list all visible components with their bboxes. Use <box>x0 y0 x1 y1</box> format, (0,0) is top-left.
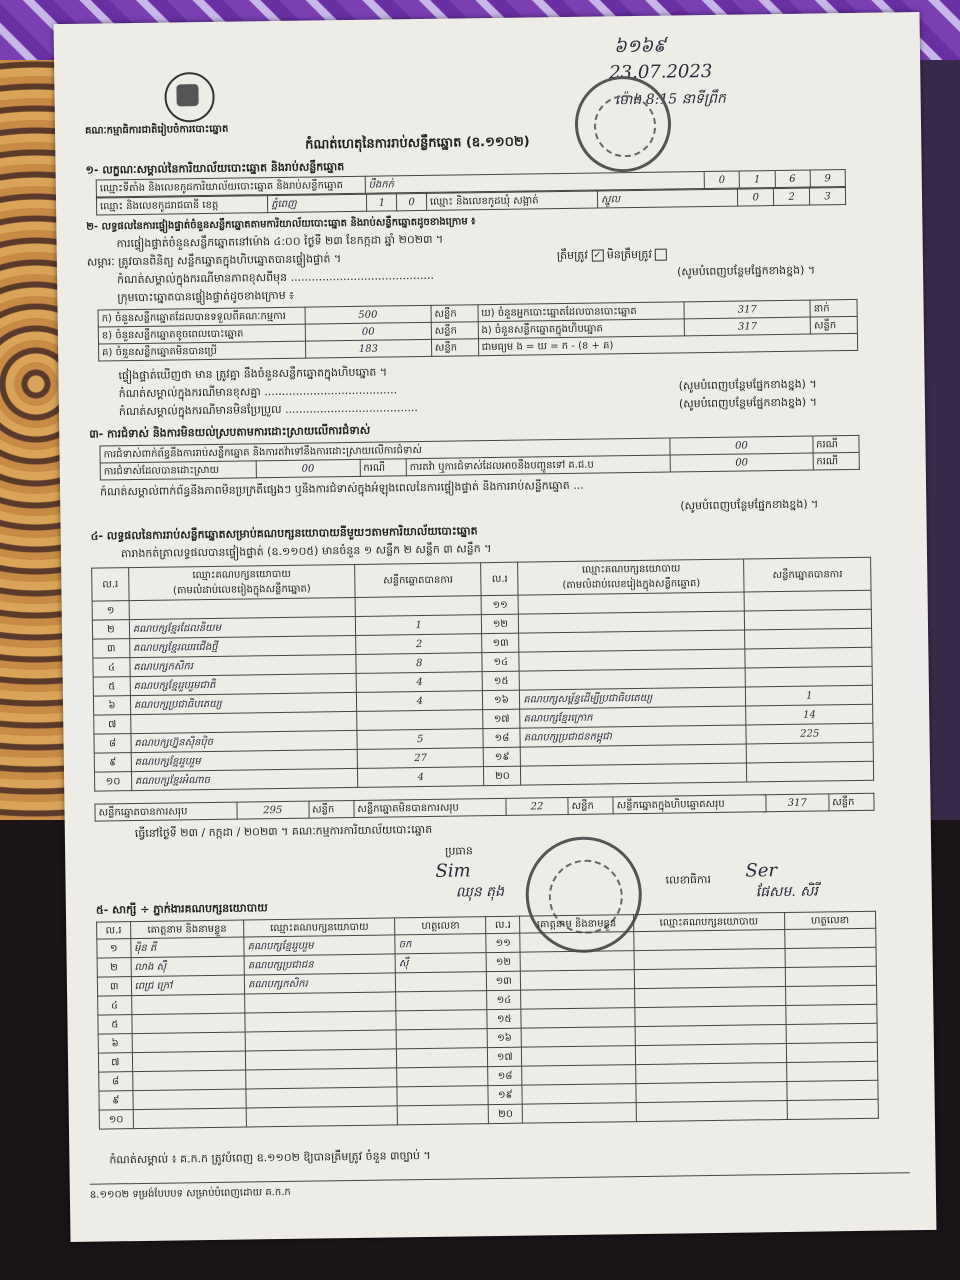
w-row-party <box>635 1024 786 1045</box>
handwritten-time: ម៉ោង 8:15 នាទីព្រឹក <box>614 90 726 109</box>
w-row-no: ១៥ <box>487 1009 521 1028</box>
w-row-name <box>522 1065 636 1086</box>
row-no: ១២ <box>482 614 519 634</box>
w-row-no: ៥ <box>98 1015 132 1034</box>
row-no: ៨ <box>94 734 131 754</box>
w-row-sign <box>787 1099 878 1119</box>
col-party-right <box>518 559 745 595</box>
chair-label: ប្រធាន <box>445 844 473 858</box>
secretary-signature: Ser <box>745 860 778 882</box>
w-row-sign <box>785 966 876 986</box>
row-no: ៥ <box>93 677 130 697</box>
row-votes: 225 <box>746 723 873 744</box>
row-votes <box>745 647 872 668</box>
w-row-party: គណបក្សខ្មែររួបរួម <box>244 935 395 956</box>
w-col-name-r: គោត្តនាម និងនាមខ្លួន <box>520 915 634 934</box>
check-right-group <box>557 248 668 266</box>
w-row-sign: ចក <box>395 934 486 954</box>
w-row-party: គណបក្សប្រជាជន <box>244 954 395 975</box>
w-row-sign <box>786 1061 877 1081</box>
w-row-name <box>522 1084 636 1105</box>
station-code-digit: 6 <box>775 170 810 187</box>
w-row-name: ម៉ិន តី <box>130 937 244 958</box>
col-no-left: ល.រ <box>92 568 129 602</box>
document-page <box>54 12 937 1242</box>
section2-title: ២- លទ្ធផលនៃការផ្ទៀងផ្ទាត់ចំនួនសន្លឹកឆ្នោតតាមការិយាល័យបោះឆ្នោត និងរាប់សន្លឹកឆ្នោតដូចខាងក្រោម ៖ <box>86 216 476 233</box>
row-no: ៣ <box>93 639 130 659</box>
w-row-no: ១០ <box>99 1110 133 1129</box>
w-row-no: ៦ <box>98 1034 132 1053</box>
row-no: ១ <box>92 601 129 621</box>
section2-bullet1: កំណត់សម្គាល់ក្នុងករណីមានខុសគ្នា ...................................... <box>118 383 398 401</box>
count-formula: ជាមធ្យម ង = ឃ = ក - (ខ + គ) <box>478 333 858 355</box>
total-box-value: 317 <box>766 794 829 812</box>
w-row-no: ៤ <box>98 996 132 1015</box>
commune-value: ស្នួល <box>597 189 738 208</box>
w-row-name <box>133 1089 247 1110</box>
count-c-unit: សន្លឹក <box>431 339 478 357</box>
w-row-name <box>521 989 635 1010</box>
row-party: គណបក្សប្រជាធិបតេយ្យ <box>130 692 356 714</box>
w-row-no: ១៩ <box>488 1085 522 1104</box>
row-votes <box>747 742 874 763</box>
count-b-value: 00 <box>305 322 431 341</box>
section2-counts-table <box>98 299 859 362</box>
col-party-title: ឈ្មោះគណបក្សនយោបាយ <box>192 568 291 582</box>
w-row-name <box>133 1108 247 1129</box>
row-no: ៦ <box>93 696 130 716</box>
row-no: ១៩ <box>484 747 521 767</box>
station-code-digit: 9 <box>810 170 845 187</box>
section2-time-cont: សម្ភារៈ ត្រូវបានពិនិត្យ សន្លឹកឆ្នោតក្នុងហិបឆ្នោតបានផ្ទៀងផ្ទាត់ ។ <box>86 252 342 269</box>
total-invalid-unit: សន្លឹក <box>568 797 613 815</box>
commune-code-digit: 3 <box>809 188 845 205</box>
col-votes-left: សន្លឹកឆ្នោតបានការ <box>355 563 482 598</box>
w-row-no: ១១ <box>486 933 520 952</box>
resolved-unit: ករណី <box>360 459 407 477</box>
w-row-name <box>131 994 245 1015</box>
section2-hint1: (សូមបំពេញបន្ថែមផ្នែកខាងខ្នង) ។ <box>678 377 817 393</box>
section4-title: ៤- លទ្ធផលនៃការរាប់សន្លឹកឆ្នោតសម្រាប់គណបក្សនយោបាយនីមួយៗតាមការិយាល័យបោះឆ្នោត <box>90 524 478 543</box>
witness-table <box>96 911 879 1130</box>
appeal-label: ការតវ៉ា ឬការជំទាស់ដែលអាចនឹងបញ្ជូនទៅ គ.ជ.ប <box>406 455 670 476</box>
form-footer: ឧ.១១០២ ទម្រង់បែបបទ សម្រាប់បំពេញដោយ គ.ក.ក <box>89 1186 291 1201</box>
row-no: ១៨ <box>483 728 520 748</box>
count-d-unit: នាក់ <box>810 299 857 317</box>
station-code-digit: 1 <box>739 171 774 188</box>
chair-signature: Sim <box>435 860 471 882</box>
count-e-value: 317 <box>684 317 810 336</box>
section4-intro: តារាងកត់ត្រាលទ្ធផលបានផ្ទៀងផ្ទាត់ (ឧ.១១០៥) មានចំនួន ១ សន្លឹក ២ សន្លឹក ៣ សន្លឹក ។ <box>120 542 492 561</box>
row-party: គណបក្សខ្មែររួបរួម <box>131 749 357 771</box>
station-label: ឈ្មោះទីតាំង និងលេខកូដការិយាល័យបោះឆ្នោត និងរាប់សន្លឹកឆ្នោត <box>96 176 365 197</box>
w-row-name <box>521 1046 635 1067</box>
secretary-name: ផែសម. សិរី <box>755 883 819 901</box>
row-votes: 1 <box>746 685 873 706</box>
section4-date-line: ធ្វើនៅថ្ងៃទី ២៣ / កក្កដា / ២០២៣ ។ គណៈកម្មការការិយាល័យបោះឆ្នោត <box>134 822 433 841</box>
w-col-party-r: ឈ្មោះគណបក្សនយោបាយ <box>633 912 784 931</box>
w-row-no: ២០ <box>489 1104 523 1123</box>
w-col-name: គោត្តនាម និងនាមខ្លួន <box>130 920 244 939</box>
row-party: គណបក្សហ្វ៊ុនស៊ិនប៉ិច <box>131 730 357 752</box>
w-row-party <box>246 1049 397 1070</box>
w-row-party <box>635 1062 786 1083</box>
w-row-party <box>245 1030 396 1051</box>
appeal-value: 00 <box>670 453 813 472</box>
row-party: គណបក្សសម្ព័ន្ធដើម្បីប្រជាធិបតេយ្យ <box>520 687 746 709</box>
w-row-party <box>245 1011 396 1032</box>
section5-title: ៥- សាក្សី ÷ ភ្នាក់ងារគណបក្សនយោបាយ <box>95 901 268 917</box>
row-party: គណបក្សខ្មែរអំណាច <box>131 768 357 790</box>
results-table <box>91 557 874 792</box>
nec-logo-icon <box>164 72 215 123</box>
row-votes <box>745 590 872 611</box>
w-row-party <box>246 1068 397 1089</box>
w-row-sign <box>396 1010 487 1030</box>
w-row-no: ១៧ <box>488 1047 522 1066</box>
section2-note1: កំណត់សម្គាល់ក្នុងករណីមានភាពខុសពីមុន ......................................... <box>117 268 435 287</box>
w-row-sign <box>785 985 876 1005</box>
w-row-party <box>636 1081 787 1102</box>
row-votes <box>745 628 872 649</box>
w-row-name <box>132 1051 246 1072</box>
w-row-party <box>634 967 785 988</box>
section2-hint2: (សូមបំពេញបន្ថែមផ្នែកខាងខ្នង) ។ <box>678 395 818 411</box>
w-row-party <box>245 992 396 1013</box>
w-row-party: គណបក្សកសិករ <box>244 973 395 994</box>
objection-label: ការជំទាស់ពាក់ព័ន្ធនឹងការរាប់សន្លឹកឆ្នោត និងការតវ៉ាទៅនឹងការដោះស្រាយលើការជំទាស់ <box>100 438 670 463</box>
w-row-party <box>246 1106 397 1127</box>
w-row-no: ១ <box>97 939 131 958</box>
handwritten-date: 23.07.2023 <box>609 60 713 84</box>
count-c-label: គ) ចំនួនសន្លឹកឆ្នោតមិនបានប្រើ <box>99 341 306 361</box>
w-row-sign <box>786 1004 877 1024</box>
row-votes <box>745 609 872 630</box>
w-row-name <box>520 951 634 972</box>
objection-unit: ករណី <box>812 435 859 453</box>
secretary-label: លេខាធិការ <box>665 873 712 887</box>
footer-divider <box>90 1172 910 1184</box>
row-no: ១០ <box>94 772 131 792</box>
section5-note: កំណត់សម្គាល់ ៖ គ.ក.ក ត្រូវបំពេញ ឧ.១១០២ ឱ្យបានត្រឹមត្រូវ ចំនួន ៣ច្បាប់ ។ <box>109 1148 431 1167</box>
w-row-no: ១២ <box>486 952 520 971</box>
chair-name: ឈុន តុង <box>455 883 505 901</box>
w-row-no: ២ <box>97 958 131 977</box>
count-e-label: ង) ចំនួនសន្លឹកឆ្នោតក្នុងហិបឆ្នោត <box>478 319 685 339</box>
total-valid-value: 295 <box>237 801 309 819</box>
count-d-value: 317 <box>684 300 810 319</box>
check-right-checkbox[interactable]: ✓ <box>591 249 603 261</box>
w-row-sign <box>397 1067 488 1087</box>
w-row-name: ពេជ្រ ក្រៅ <box>131 975 245 996</box>
count-a-label: ក) ចំនួនសន្លឹកឆ្នោតដែលបានទទួលពីគណៈកម្មការ <box>98 307 305 327</box>
appeal-unit: ករណី <box>813 452 860 470</box>
results-totals <box>94 793 874 822</box>
w-row-sign <box>787 1080 878 1100</box>
section1-title: ១- លក្ខណៈសម្គាល់នៃការិយាល័យបោះឆ្នោត និងរាប់សន្លឹកឆ្នោត <box>85 160 345 177</box>
row-votes: 8 <box>356 653 483 674</box>
w-row-sign <box>397 1086 488 1106</box>
w-row-party <box>636 1100 787 1121</box>
w-row-party <box>635 1043 786 1064</box>
section3-title: ៣- ការជំទាស់ និងការមិនយល់ស្របតាមការដោះស្រាយលើការជំទាស់ <box>89 423 371 441</box>
count-b-unit: សន្លឹក <box>431 322 478 340</box>
commune-label: ឈ្មោះ និងលេខកូដឃុំ សង្កាត់ <box>426 191 597 210</box>
row-party: គណបក្សខ្មែរឈរជើងថ្មី <box>129 635 355 657</box>
w-row-no: ៧ <box>98 1053 132 1072</box>
w-row-name <box>520 932 634 953</box>
w-row-no: ៨ <box>99 1072 133 1091</box>
w-col-sign-r: ហត្ថលេខា <box>784 911 875 929</box>
w-row-name: លាង ស៊ឹ <box>131 956 245 977</box>
section2-check-note: ផ្ទៀងផ្ទាត់ឃើញថា មាន ត្រូវគ្នា នឹងចំនួនសន្លឹកឆ្នោតក្នុងហិបឆ្នោត ។ <box>118 365 388 383</box>
check-right-label: ត្រឹមត្រូវ <box>556 248 588 263</box>
row-votes: 1 <box>355 615 482 636</box>
resolved-label: ការជំទាស់ដែលបានដោះស្រាយ <box>100 461 256 480</box>
row-votes <box>357 710 484 731</box>
w-row-sign <box>396 991 487 1011</box>
w-row-name <box>521 1008 635 1029</box>
w-row-no: ១៨ <box>488 1066 522 1085</box>
w-row-party <box>634 948 785 969</box>
w-row-sign <box>396 972 487 992</box>
resolved-value: 00 <box>256 459 360 477</box>
count-e-unit: សន្លឹក <box>810 316 857 334</box>
row-votes <box>355 596 482 617</box>
w-row-party <box>634 986 785 1007</box>
row-votes: 27 <box>357 748 484 769</box>
row-no: ៤ <box>93 658 130 678</box>
w-row-no: ១៤ <box>487 990 521 1009</box>
row-party: គណបក្សកសិករ <box>130 654 356 676</box>
w-row-no: ៩ <box>99 1091 133 1110</box>
section2-intro: ក្រុមបោះឆ្នោតបានផ្ទៀងផ្ទាត់ដូចខាងក្រោម ៖ <box>117 288 295 305</box>
row-votes <box>746 666 873 687</box>
w-row-sign <box>397 1048 488 1068</box>
w-row-sign <box>786 1023 877 1043</box>
row-votes <box>747 761 874 782</box>
w-col-no-r: ល.រ <box>486 916 520 933</box>
count-c-value: 183 <box>305 339 431 358</box>
w-row-sign <box>785 947 876 967</box>
row-votes: 4 <box>357 767 484 788</box>
w-row-no: ៣ <box>97 977 131 996</box>
row-votes: 14 <box>746 704 873 725</box>
w-col-no: ល.រ <box>97 922 131 939</box>
w-row-sign <box>398 1105 489 1125</box>
row-no: ២ <box>92 620 129 640</box>
col-party-left <box>128 564 355 600</box>
org-name: គណៈកម្មាធិការជាតិរៀបចំការបោះឆ្នោត <box>84 123 229 137</box>
row-no: ១៣ <box>482 633 519 653</box>
province-label: ឈ្មោះ និងលេខកូដរាជធានី ខេត្ត <box>96 196 267 215</box>
w-row-sign <box>396 1029 487 1049</box>
row-votes: 5 <box>357 729 484 750</box>
w-row-sign <box>785 928 876 948</box>
count-a-unit: សន្លឹក <box>431 305 478 323</box>
total-valid-label: សន្លឹកឆ្នោតបានការសរុប <box>95 802 237 821</box>
w-col-party: ឈ្មោះគណបក្សនយោបាយ <box>244 918 395 937</box>
w-row-name <box>132 1013 246 1034</box>
total-box-unit: សន្លឹក <box>829 793 874 811</box>
count-a-value: 500 <box>305 305 431 324</box>
row-no: ១៧ <box>483 709 520 729</box>
row-votes: 4 <box>356 691 483 712</box>
province-value: ភ្នំពេញ <box>268 194 368 212</box>
w-row-name <box>521 1027 635 1048</box>
row-no: ១៦ <box>483 690 520 710</box>
col-no-right: ល.រ <box>481 562 518 596</box>
count-d-label: ឃ) ចំនួនអ្នកបោះឆ្នោតដែលបានបោះឆ្នោត <box>478 302 685 322</box>
w-row-name <box>520 970 634 991</box>
col-votes-right: សន្លឹកឆ្នោតបានការ <box>744 557 871 592</box>
row-no: ១៤ <box>482 652 519 672</box>
row-party: គណបក្សខ្មែរក្រោក <box>520 706 746 728</box>
total-invalid-value: 22 <box>506 797 568 815</box>
w-row-name <box>132 1070 246 1091</box>
col-party-title: ឈ្មោះគណបក្សនយោបាយ <box>581 563 681 576</box>
row-party: គណបក្សប្រជាជនកម្ពុជា <box>520 725 746 747</box>
w-col-sign: ហត្ថលេខា <box>395 917 486 935</box>
row-votes: 2 <box>356 634 483 655</box>
w-row-no: ១៦ <box>488 1028 522 1047</box>
w-row-party <box>634 1005 785 1026</box>
w-row-party <box>246 1087 397 1108</box>
objection-value: 00 <box>670 436 813 455</box>
commune-code-digit: 0 <box>738 189 774 206</box>
w-row-sign: ស៊ឹ <box>395 953 486 973</box>
check-wrong-label: មិនត្រឹមត្រូវ <box>606 247 652 262</box>
count-b-label: ខ) ចំនួនសន្លឹកឆ្នោតខូចពេលបោះឆ្នោត <box>98 324 305 344</box>
row-party: គណបក្សខ្មែររួបរួមជាតិ <box>130 673 356 695</box>
w-row-sign <box>786 1042 877 1062</box>
official-stamp-top <box>574 75 671 172</box>
w-row-party <box>633 929 784 950</box>
section3-note: កំណត់សម្គាល់ពាក់ព័ន្ធនឹងភាពមិនប្រក្រតីផ្សេងៗ ឬនឹងការជំទាស់ក្នុងអំឡុងពេលនៃការផ្ទៀងផ្ទាត់ និងការរាប់សន្លឹកឆ្នោត ... <box>99 478 584 499</box>
row-party <box>521 763 747 785</box>
commune-code-digit: 2 <box>774 188 810 205</box>
section2-time-text: ការផ្ទៀងផ្ទាត់ចំនួនសន្លឹកឆ្នោតនៅម៉ោង ៤:០០ ថ្ងៃទី ២៣ ខែកក្កដា ឆ្នាំ ២០២៣ ។ <box>116 232 444 251</box>
form-title: កំណត់ហេតុនៃការរាប់សន្លឹកឆ្នោត (ឧ.១១០២) <box>305 134 530 153</box>
row-no: ២០ <box>484 766 521 786</box>
total-valid-unit: សន្លឹក <box>309 800 354 818</box>
check-wrong-checkbox[interactable] <box>655 249 667 261</box>
province-code-digit: 0 <box>397 193 427 210</box>
total-invalid-label: សន្លឹកឆ្នោតមិនបានការសរុប <box>354 798 506 817</box>
total-box-label: សន្លឹកឆ្នោតក្នុងហិបឆ្នោតសរុប <box>613 795 766 814</box>
col-party-sub: (តាមលំដាប់លេខរៀងក្នុងសន្លឹកឆ្នោត) <box>172 583 311 597</box>
section2-bullet2: កំណត់សម្គាល់ក្នុងករណីមានមិនប្រែប្រួល ...................................... <box>118 401 418 419</box>
section3-hint: (សូមបំពេញបន្ថែមផ្នែកខាងខ្នង) ។ <box>680 497 819 513</box>
section2-note1-hint: (សូមបំពេញបន្ថែមផ្នែកខាងខ្នង) ។ <box>676 263 816 279</box>
station-value: បឹងកក់ <box>365 172 704 194</box>
row-no: ១៥ <box>483 671 520 691</box>
row-no: ៧ <box>94 715 131 735</box>
handwritten-number: ៦១៦៩ <box>613 35 666 58</box>
station-code-digit: 0 <box>704 171 739 188</box>
row-no: ១១ <box>482 595 519 615</box>
col-party-sub: (តាមលំដាប់លេខរៀងក្នុងសន្លឹកឆ្នោត) <box>562 578 701 592</box>
row-votes: 4 <box>356 672 483 693</box>
w-row-name <box>522 1103 636 1124</box>
w-row-no: ១៣ <box>487 971 521 990</box>
province-code-digit: 1 <box>367 194 397 211</box>
row-party: គណបក្សខ្មែរដែលនិយម <box>129 616 355 638</box>
row-no: ៩ <box>94 753 131 773</box>
w-row-name <box>132 1032 246 1053</box>
